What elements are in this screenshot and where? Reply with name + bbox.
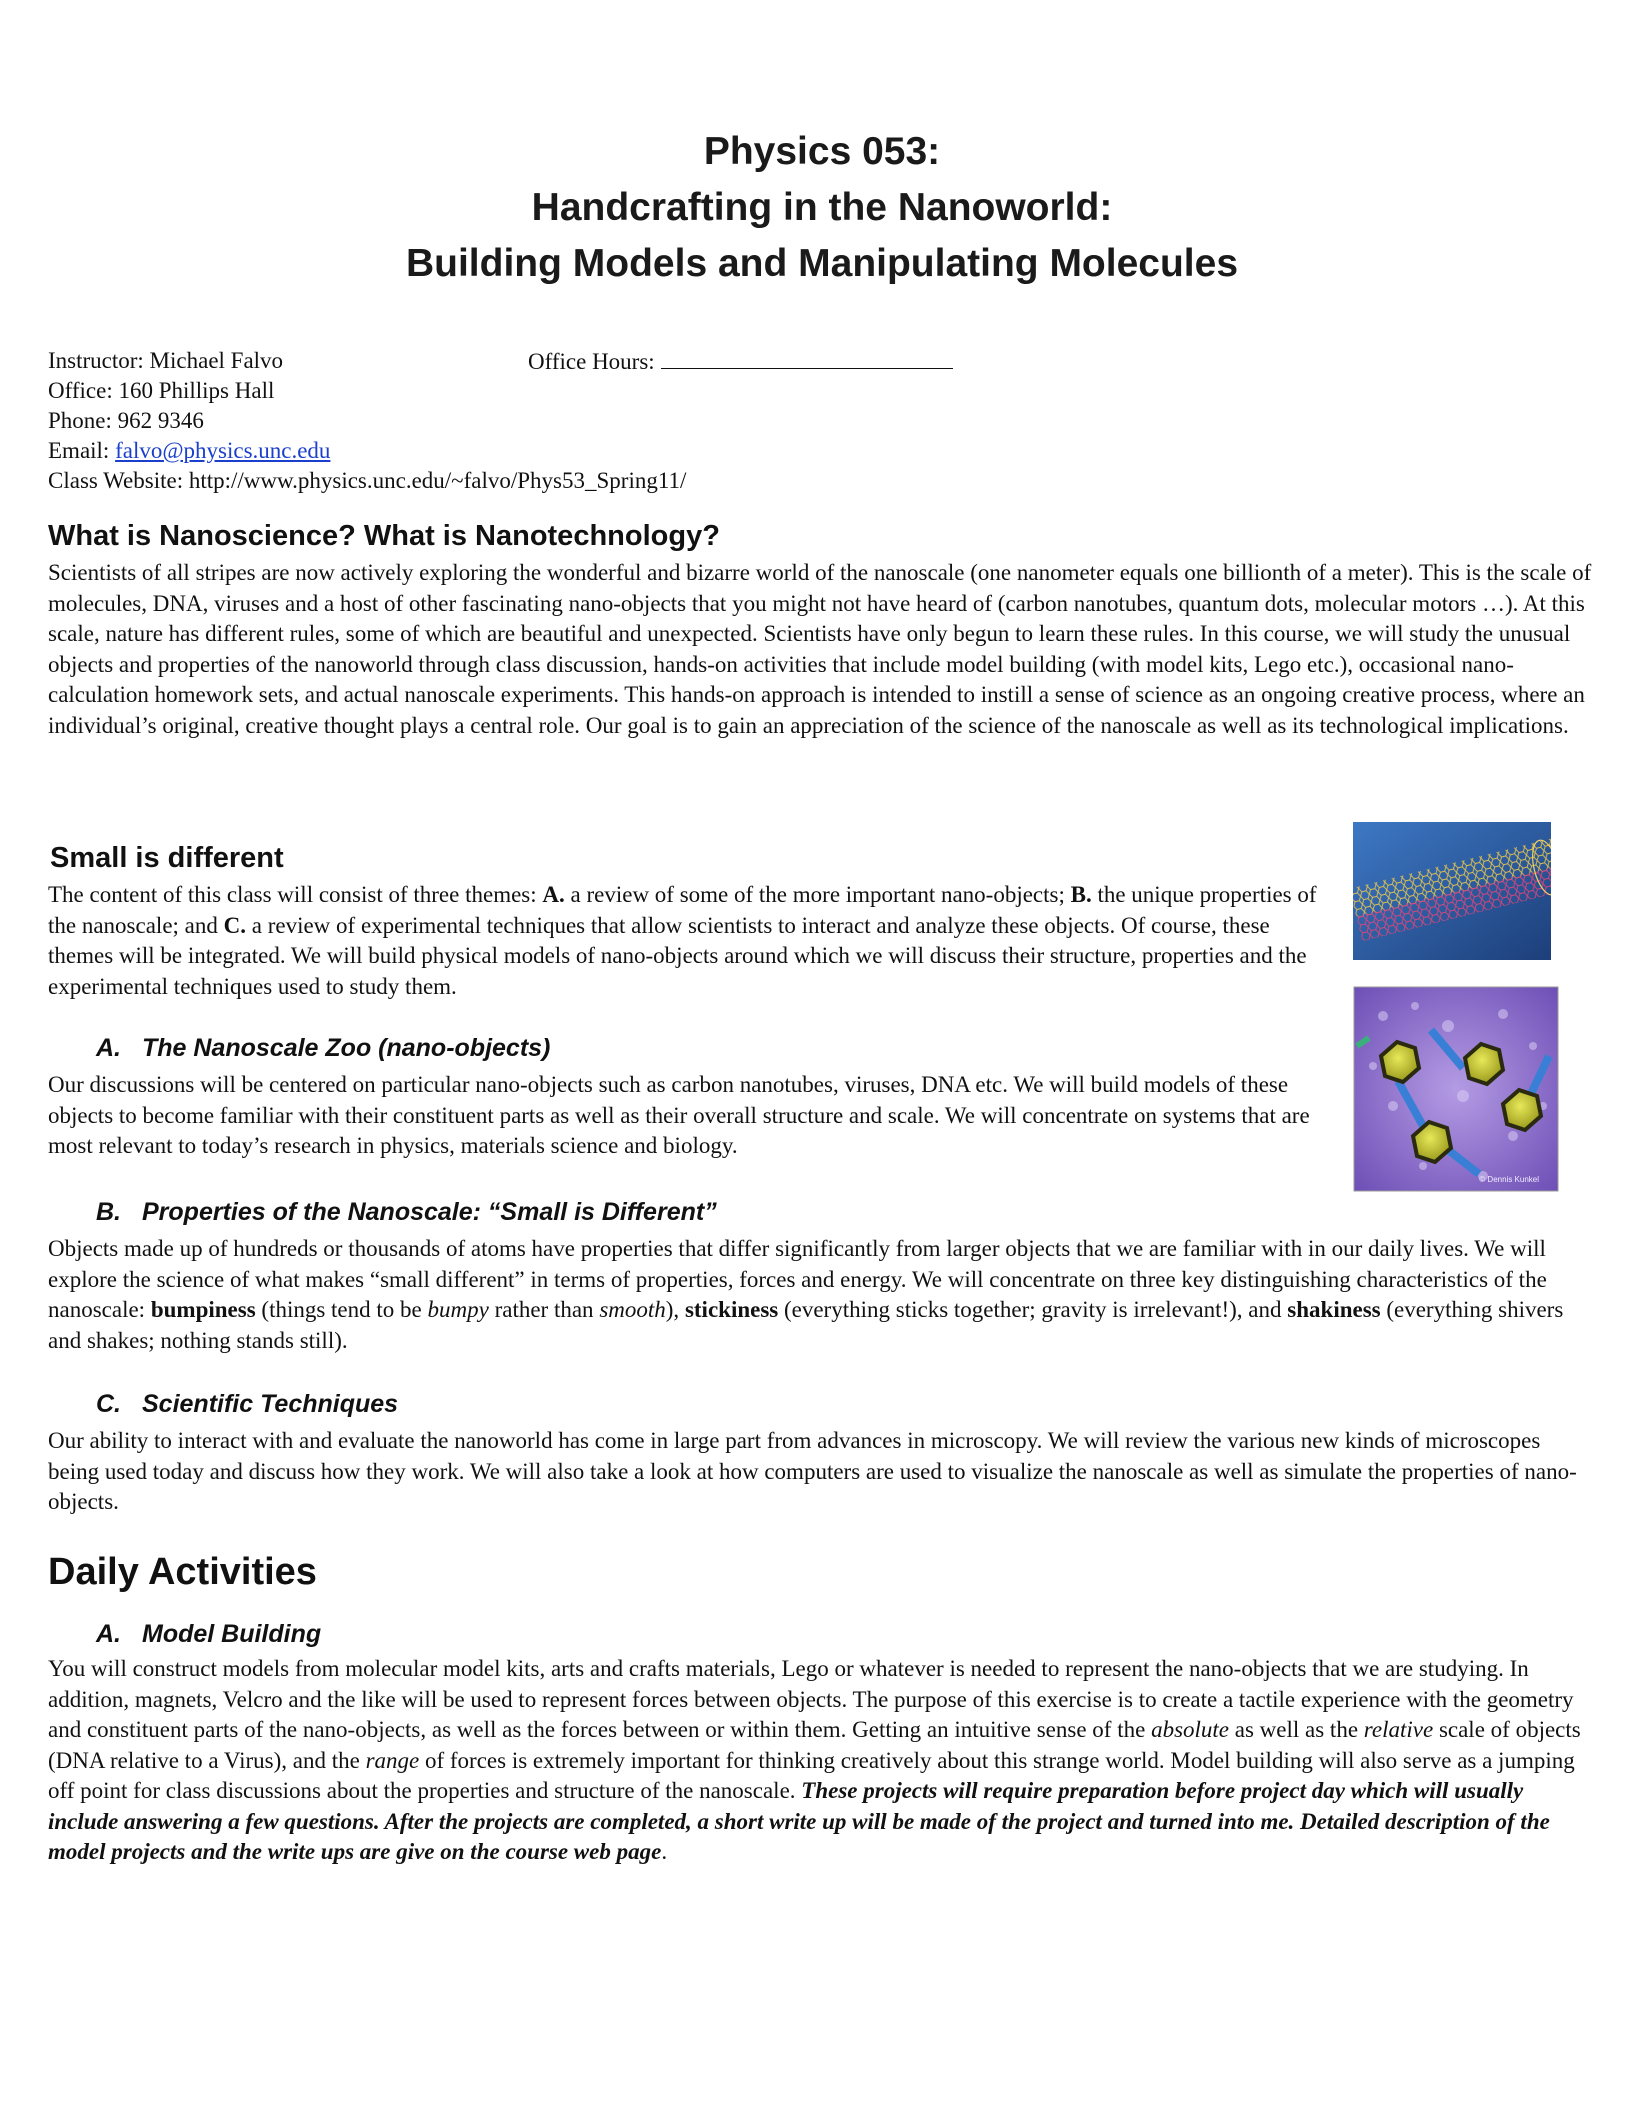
email-row [48, 436, 1596, 466]
text-run: scale of objects (DNA relative to a Virus), and the [48, 1717, 1581, 1773]
italic-run: smooth [599, 1297, 666, 1322]
text-run: The content of this class will consist of three themes: [48, 882, 543, 907]
bold-run: shakiness [1287, 1297, 1381, 1322]
section-heading: What is Nanoscience? What is Nanotechnology? [48, 520, 720, 552]
course-info [48, 346, 1596, 496]
bold-run: stickiness [684, 1297, 779, 1322]
bold-run: B. [1070, 882, 1092, 907]
text-run: (everything sticks together; gravity is irrelevant!), and [778, 1297, 1288, 1322]
italic-run: absolute [1151, 1717, 1230, 1742]
class-website: Class Website: http://www.physics.unc.edu/~falvo/Phys53_Spring11/ [48, 468, 687, 493]
text-run: (things tend to be [255, 1297, 428, 1322]
subsection-letter: C. [96, 1390, 121, 1418]
instructor: Instructor: Michael Falvo [48, 348, 284, 373]
virus-image [1353, 986, 1551, 1192]
text-run: (everything shivers and shakes; nothing stands still). [48, 1297, 1564, 1353]
subsection-body [48, 1234, 1596, 1356]
subsection-body: Our discussions will be centered on particular nano-objects such as carbon nanotubes, viruses, DNA etc. We will build models of these objects to become familiar with their constituent parts as well as their overall structure and scale. We will concentrate on systems that are most relevant to today’s research in physics, materials science and biology. [48, 1072, 1310, 1158]
subsection-title: Model Building [142, 1620, 322, 1648]
subsection-body [48, 1654, 1596, 1868]
subsection-body: Our ability to interact with and evaluate the nanoworld has come in large part from advances in microscopy. We will review the various new kinds of microscopes being used today and discuss how they work. We will also take a look at how computers are used to visualize the nanoscale as well as simulate the properties of nano-objects. [48, 1428, 1577, 1514]
text-run: . [661, 1839, 668, 1864]
title-line-1: Physics 053: [703, 130, 941, 173]
nanotube-image [1353, 822, 1551, 960]
text-run: of forces is extremely important for thinking creatively about this strange world. Model building will also serve as a jumping off point for class discussions about the properties and structure of the nanoscale. [48, 1747, 1575, 1803]
subsection-heading [96, 1196, 1596, 1228]
subsection-heading [96, 1388, 1596, 1420]
subsection-letter: A. [96, 1620, 121, 1648]
bold-italic-run: These projects will require preparation before project day which will usually include answering a few questions. After the projects are completed, a short write up will be made of the project and turned into me. Detailed description of the model projects and the write ups are give on the course web page [48, 1778, 1550, 1864]
text-run: a review of experimental techniques that allow scientists to interact and analyze these objects. Of course, these themes will be integrated. We will build physical models of nano-objects around which we will discuss their structure, properties and the experimental techniques used to study them. [48, 912, 1307, 999]
nanotube-illustration [1353, 822, 1551, 960]
section-heading: Small is different [50, 842, 284, 874]
subsection-properties [48, 1196, 1596, 1356]
text-run: Objects made up of hundreds or thousands of atoms have properties that differ significantly from larger objects that we are familiar with in our daily lives. We will explore the science of what makes “small different” in terms of properties, forces and energy. We will concentrate on three key distinguishing characteristics of the nanoscale: [48, 1236, 1547, 1322]
text-run: as well as the [1229, 1717, 1364, 1742]
text-run: the unique properties of the nanoscale; and [48, 882, 1317, 938]
virus-illustration [1353, 986, 1559, 1192]
italic-run: bumpy [427, 1297, 489, 1322]
subsection-heading [96, 1618, 1596, 1650]
subsection-letter: B. [96, 1198, 121, 1226]
subsection-title: The Nanoscale Zoo (nano-objects) [142, 1034, 551, 1062]
text-run: rather than [488, 1297, 600, 1322]
phone: Phone: 962 9346 [48, 408, 204, 433]
subsection-title: Scientific Techniques [142, 1390, 399, 1418]
document-title [48, 124, 1596, 292]
subsection-title: Properties of the Nanoscale: “Small is Different” [142, 1198, 717, 1226]
section-body: Scientists of all stripes are now actively exploring the wonderful and bizarre world of the nanoscale (one nanometer equals one billionth of a meter). This is the scale of molecules, DNA, viruses and a host of other fascinating nano-objects that you might not have heard of (carbon nanotubes, quantum dots, molecular motors …). At this scale, nature has different rules, some of which are beautiful and unexpected. Scientists have only begun to learn these rules. In this course, we will study the unusual objects and properties of the nanoworld through class discussion, hands-on activities that include model building (with model kits, Lego etc.), occasional nano-calculation homework sets, and actual nanoscale experiments. This hands-on approach is intended to instill a sense of science as an ongoing creative process, where an individual’s original, creative thought plays a central role. Our goal is to gain an appreciation of the science of the nanoscale as well as its technological implications. [48, 560, 1592, 738]
section-body [48, 880, 1338, 1002]
office: Office: 160 Phillips Hall [48, 378, 275, 403]
daily-activities-heading: Daily Activities [48, 1551, 317, 1593]
office-hours [528, 346, 953, 377]
title-line-3: Building Models and Manipulating Molecules [405, 242, 1239, 285]
italic-run: relative [1363, 1717, 1434, 1742]
bold-run: bumpiness [150, 1297, 256, 1322]
section-daily-activities [48, 1550, 1596, 1868]
document-page [48, 0, 1596, 1864]
virus-credit: © Dennis Kunkel [1479, 1175, 1539, 1184]
text-run: a review of some of the more important nano-objects; [564, 882, 1071, 907]
email-label: Email: [48, 438, 110, 463]
bold-run: A. [542, 882, 565, 907]
office-hours-blank-line [661, 346, 953, 369]
email-link[interactable]: falvo@physics.unc.edu [115, 438, 331, 463]
title-line-2: Handcrafting in the Nanoworld: [531, 186, 1113, 229]
subsection-letter: A. [96, 1034, 121, 1062]
italic-run: range [365, 1747, 420, 1773]
subsection-scientific-techniques [48, 1388, 1596, 1518]
bold-run: C. [223, 912, 246, 938]
office-hours-label: Office Hours: [528, 349, 655, 374]
text-run: ), [665, 1297, 685, 1322]
text-run: You will construct models from molecular model kits, arts and crafts materials, Lego or whatever is needed to represent the nano-objects that we are studying. In addition, magnets, Velcro and the like will be used to represent forces between objects. The purpose of this exercise is to create a tactile experience with the geometry and constituent parts of the nano-objects, as well as the forces between or within them. Getting an intuitive sense of the [48, 1656, 1574, 1742]
section-what-is-nanoscience [48, 518, 1596, 741]
